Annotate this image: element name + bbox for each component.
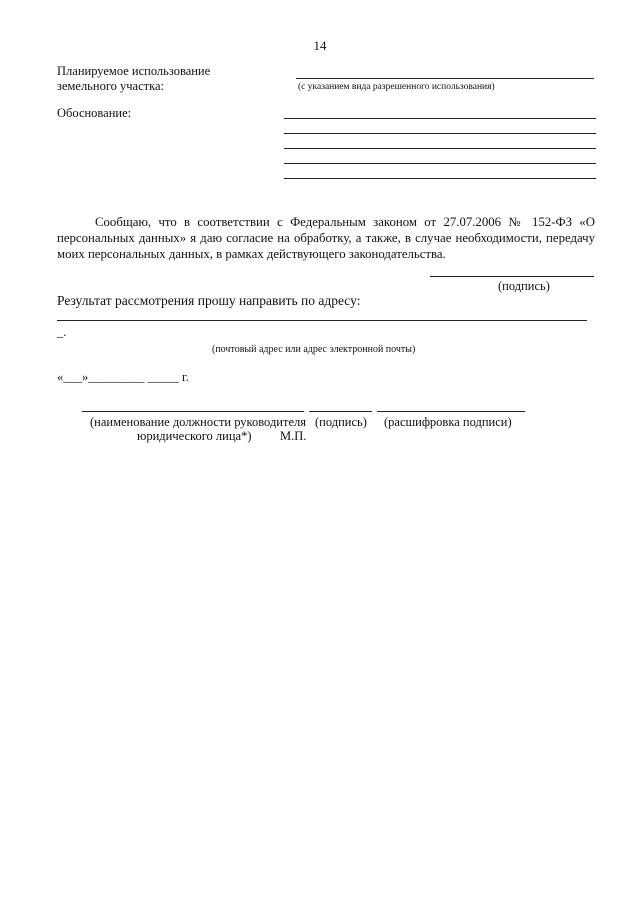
result-label: Результат рассмотрения прошу направить по адресу: xyxy=(57,293,361,308)
stamp-label: М.П. xyxy=(280,429,307,443)
decoding-caption: (расшифровка подписи) xyxy=(384,415,512,429)
justification-line-2[interactable] xyxy=(284,133,596,134)
justification-line-4[interactable] xyxy=(284,163,596,164)
position-caption-line2: юридического лица*) xyxy=(137,429,252,443)
justification-line-3[interactable] xyxy=(284,148,596,149)
justification-line-1[interactable] xyxy=(284,118,596,119)
position-caption-line1: (наименование должности руководителя xyxy=(90,415,306,429)
date-line[interactable]: «___»_________ _____ г. xyxy=(57,370,189,384)
land-use-label-line2: земельного участка: xyxy=(57,79,165,93)
land-use-field-line[interactable] xyxy=(296,78,594,79)
result-address-line[interactable] xyxy=(57,320,587,321)
signature-caption: (подпись) xyxy=(315,415,367,429)
decoding-line[interactable] xyxy=(377,411,525,412)
result-hint: (почтовый адрес или адрес электронной почты) xyxy=(212,344,416,355)
consent-paragraph: Сообщаю, что в соответствии с Федеральным законом от 27.07.2006 № 152-ФЗ «О персональных данных» я даю согласие на обработку, а также, в случае необходимости, передачу моих персональных данных, в рамках действующего законодательства. xyxy=(57,215,595,261)
position-line[interactable] xyxy=(82,411,304,412)
page-number: 14 xyxy=(313,38,327,53)
justification-label: Обоснование: xyxy=(57,106,132,120)
justification-line-5[interactable] xyxy=(284,178,596,179)
consent-signature-line[interactable] xyxy=(430,276,594,277)
consent-signature-hint: (подпись) xyxy=(498,279,550,293)
land-use-hint: (с указанием вида разрешенного использования) xyxy=(298,82,495,92)
result-dash: _. xyxy=(57,325,67,339)
land-use-label-line1: Планируемое использование xyxy=(57,64,211,78)
signature-line[interactable] xyxy=(309,411,372,412)
